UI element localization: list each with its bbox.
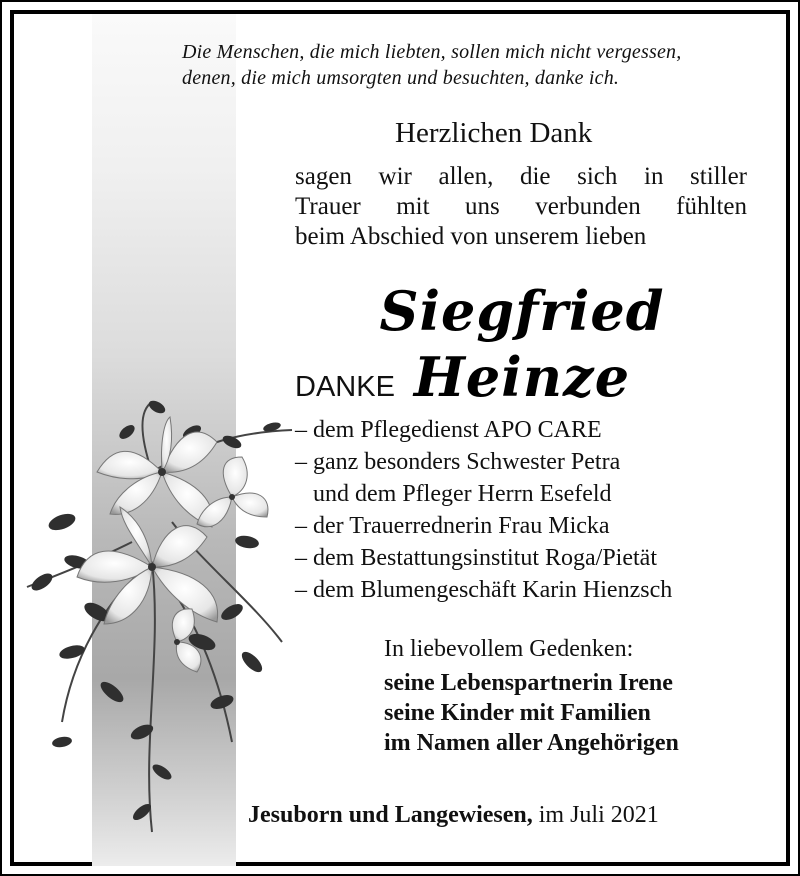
list-item: – dem Bestattungsinstitut Roga/Pietät: [295, 545, 657, 571]
danke-title: DANKE: [295, 371, 395, 403]
family-line-1: seine Lebenspartnerin Irene: [384, 670, 673, 696]
motto-line-2: denen, die mich umsorgten und besuchten, danke ich.: [182, 67, 620, 89]
gradient-stripe: [92, 14, 236, 866]
motto-line-1: Die Menschen, die mich liebten, sollen mich nicht vergessen,: [182, 41, 682, 63]
list-item: – ganz besonders Schwester Petra: [295, 449, 621, 475]
memory-intro: In liebevollem Gedenken:: [384, 636, 634, 662]
deceased-name: Siegfried Heinze: [379, 279, 665, 409]
thanks-line-3: beim Abschied von unserem lieben: [295, 223, 647, 250]
family-signature: [384, 668, 679, 758]
place-and-date: [248, 800, 659, 830]
family-line-3: im Namen aller Angehörigen: [384, 730, 679, 756]
place: Jesuborn und Langewiesen,: [248, 802, 533, 828]
thanks-line-2: Trauer mit uns verbunden fühlten: [295, 193, 747, 220]
list-item: – der Trauerrednerin Frau Micka: [295, 513, 610, 539]
family-line-2: seine Kinder mit Familien: [384, 700, 651, 726]
list-item: und dem Pfleger Herrn Esefeld: [295, 481, 612, 507]
thanks-list: [295, 414, 672, 606]
thanks-line-1: sagen wir allen, die sich in stiller: [295, 163, 747, 190]
thanks-text: [295, 162, 747, 252]
list-item: – dem Pflegedienst APO CARE: [295, 417, 602, 443]
motto-verse: [182, 39, 762, 91]
thanks-heading: Herzlichen Dank: [395, 117, 593, 149]
date: im Juli 2021: [538, 802, 659, 828]
list-item: – dem Blumengeschäft Karin Hienzsch: [295, 577, 673, 603]
